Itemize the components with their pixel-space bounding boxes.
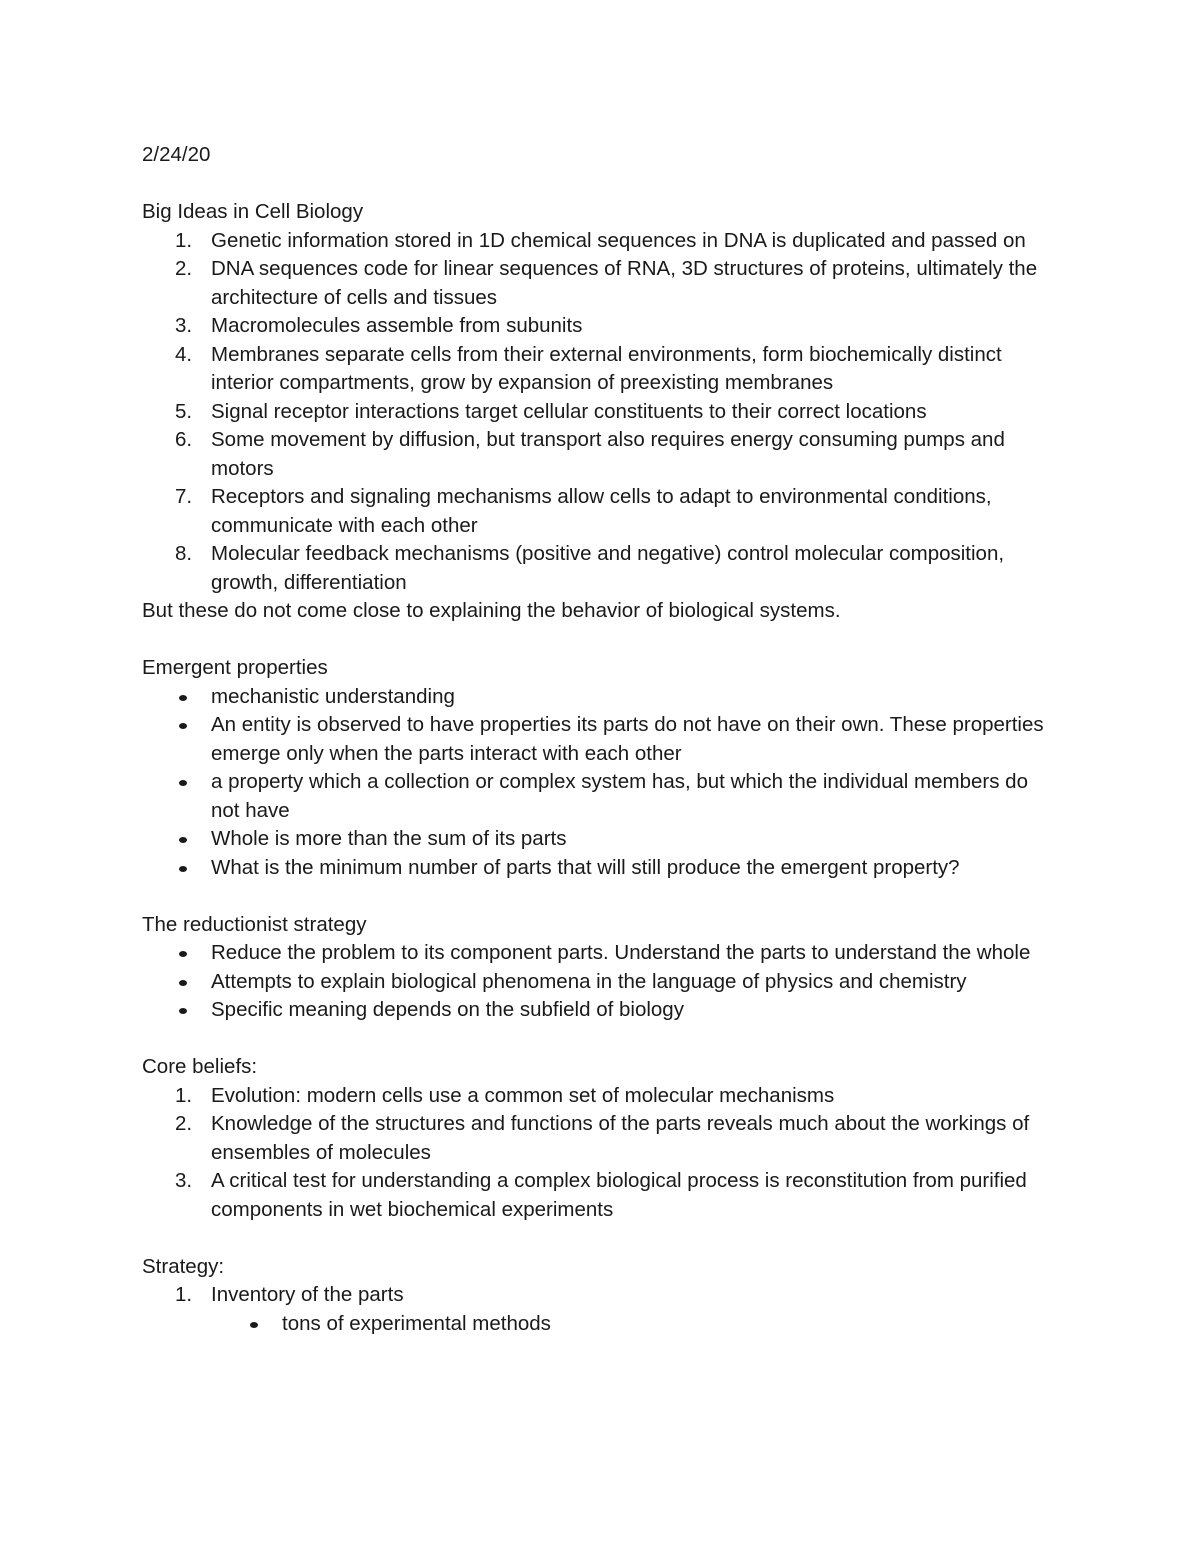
list-item: [142, 312, 1062, 341]
list-number: 2.: [175, 257, 193, 280]
list-item-text: Evolution: modern cells use a common set of molecular mechanisms: [211, 1083, 835, 1107]
bullet-icon: [179, 780, 187, 786]
spacer: [142, 626, 1062, 655]
list-number: 3.: [175, 1169, 193, 1192]
big-ideas-list: [142, 227, 1062, 598]
list-item: [142, 398, 1062, 427]
list-item: [142, 939, 1062, 968]
list-item-text: Some movement by diffusion, but transport also requires energy consuming pumps and motors: [211, 428, 1005, 480]
list-number: 5.: [175, 399, 193, 423]
list-item-text: Reduce the problem to its component parts. Understand the parts to understand the whole: [211, 941, 1031, 964]
list-item-text: Macromolecules assemble from subunits: [211, 314, 583, 337]
list-item-text: Inventory of the parts: [211, 1283, 404, 1306]
bullet-icon: [179, 837, 187, 843]
list-number: 1.: [175, 228, 193, 252]
list-item-text: What is the minimum number of parts that will still produce the emergent property?: [211, 855, 960, 879]
list-item-text: Specific meaning depends on the subfield of biology: [211, 998, 684, 1021]
list-item: [142, 540, 1062, 597]
section-closing-text: But these do not come close to explaining the behavior of biological systems.: [142, 599, 841, 622]
list-number: 3.: [175, 314, 193, 337]
bullet-icon: [179, 723, 187, 729]
section-heading-big-ideas: Big Ideas in Cell Biology: [142, 200, 364, 223]
note-date: 2/24/20: [142, 143, 211, 166]
core-beliefs-list: [142, 1082, 1062, 1225]
list-item-text: tons of experimental methods: [282, 1311, 551, 1335]
spacer: [142, 1224, 1062, 1253]
bullet-icon: [179, 866, 187, 872]
list-item: [142, 483, 1062, 540]
list-item: [142, 1310, 1062, 1339]
strategy-list: [142, 1281, 1062, 1310]
list-number: 6.: [175, 428, 193, 451]
list-item: [142, 683, 1062, 712]
list-item: [142, 996, 1062, 1025]
list-item: [142, 426, 1062, 483]
list-number: 1.: [175, 1083, 193, 1107]
bullet-icon: [250, 1322, 258, 1328]
section-heading-emergent-properties: Emergent properties: [142, 656, 328, 679]
list-number: 4.: [175, 342, 193, 366]
list-item-text: Membranes separate cells from their external environments, form biochemically distinct interior compartments, grow by expansion of preexisting membranes: [211, 342, 1002, 394]
list-item: [142, 255, 1062, 312]
section-heading-strategy: Strategy:: [142, 1254, 225, 1278]
spacer: [142, 882, 1062, 911]
spacer: [142, 1025, 1062, 1054]
bullet-icon: [179, 951, 187, 957]
list-item-text: a property which a collection or complex system has, but which the individual members do not have: [211, 770, 1028, 822]
bullet-icon: [179, 1008, 187, 1014]
list-item: [142, 854, 1062, 883]
list-item-text: mechanistic understanding: [211, 684, 455, 708]
emergent-properties-list: [142, 683, 1062, 883]
list-item-text: Receptors and signaling mechanisms allow cells to adapt to environmental conditions, communicate with each other: [211, 485, 992, 537]
list-item-text: Signal receptor interactions target cellular constituents to their correct locations: [211, 399, 927, 423]
bullet-icon: [179, 980, 187, 986]
list-item-text: Knowledge of the structures and functions of the parts reveals much about the workings of ensembles of molecules: [211, 1112, 1030, 1164]
list-number: 7.: [175, 485, 193, 508]
list-item: [142, 1110, 1062, 1167]
list-item: [142, 1167, 1062, 1224]
list-number: 2.: [175, 1112, 193, 1135]
reductionist-strategy-list: [142, 939, 1062, 1025]
list-item-text: A critical test for understanding a complex biological process is reconstitution from purified components in wet biochemical experiments: [211, 1169, 1027, 1221]
list-item: [142, 711, 1062, 768]
list-item-text: Attempts to explain biological phenomena in the language of physics and chemistry: [211, 969, 967, 993]
list-item-text: Molecular feedback mechanisms (positive and negative) control molecular composition, growth, differentiation: [211, 542, 1005, 594]
list-item: [142, 768, 1062, 825]
list-item: [142, 968, 1062, 997]
list-item: [142, 825, 1062, 854]
list-item: [142, 1082, 1062, 1111]
section-heading-reductionist-strategy: The reductionist strategy: [142, 912, 367, 936]
list-item-text: Genetic information stored in 1D chemical sequences in DNA is duplicated and passed on: [211, 228, 1026, 252]
spacer: [142, 170, 1062, 199]
document-page: [142, 141, 1062, 1338]
list-item-text: An entity is observed to have properties its parts do not have on their own. These properties emerge only when the parts interact with each other: [211, 713, 1044, 765]
list-item: [142, 227, 1062, 256]
list-item-text: Whole is more than the sum of its parts: [211, 827, 567, 850]
strategy-sub-list: [142, 1310, 1062, 1339]
list-number: 8.: [175, 542, 193, 565]
section-heading-core-beliefs: Core beliefs:: [142, 1055, 258, 1078]
list-item: [142, 341, 1062, 398]
list-item-text: DNA sequences code for linear sequences of RNA, 3D structures of proteins, ultimately the architecture of cells and tissues: [211, 257, 1038, 309]
list-item: [142, 1281, 1062, 1310]
list-number: 1.: [175, 1283, 193, 1306]
bullet-icon: [179, 695, 187, 701]
